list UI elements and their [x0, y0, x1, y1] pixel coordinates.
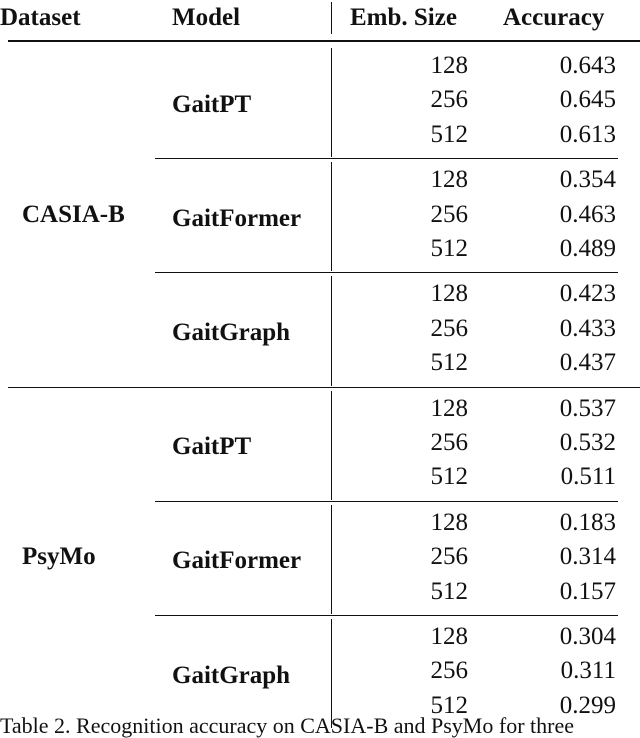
group-rule [155, 272, 618, 273]
group-rule [155, 501, 618, 502]
group-vertical-rule [331, 48, 332, 157]
emb-size-cell: 128 [430, 280, 468, 308]
table-caption: Table 2. Recognition accuracy on CASIA-B and PsyMo for three [0, 713, 574, 738]
accuracy-cell: 0.643 [559, 52, 616, 79]
emb-size-cell: 512 [430, 691, 468, 719]
accuracy-cell: 0.463 [559, 200, 616, 228]
group-rule [155, 158, 618, 159]
accuracy-cell: 0.314 [559, 543, 616, 571]
emb-size-cell: 256 [430, 429, 468, 456]
header-accuracy: Accuracy [503, 4, 605, 31]
emb-size-cell: 128 [430, 508, 468, 536]
model-name: GaitGraph [172, 661, 291, 689]
emb-size-cell: 256 [430, 86, 468, 114]
model-name: GaitPT [172, 90, 252, 118]
accuracy-cell: 0.423 [559, 280, 616, 308]
accuracy-cell: 0.511 [560, 463, 616, 491]
emb-size-cell: 128 [430, 52, 468, 79]
emb-size-cell: 128 [430, 623, 468, 650]
accuracy-cell: 0.311 [560, 657, 616, 685]
group-vertical-rule [331, 505, 332, 614]
header-vertical-rule [331, 2, 332, 34]
emb-size-cell: 512 [430, 349, 468, 377]
accuracy-cell: 0.437 [559, 349, 616, 377]
emb-size-cell: 512 [430, 235, 468, 262]
model-name: GaitFormer [172, 204, 302, 232]
group-vertical-rule [331, 619, 332, 728]
accuracy-cell: 0.157 [559, 577, 616, 605]
emb-size-cell: 256 [430, 543, 468, 571]
accuracy-cell: 0.433 [559, 314, 616, 342]
accuracy-cell: 0.304 [559, 623, 616, 650]
accuracy-cell: 0.489 [559, 235, 616, 262]
dataset-name: CASIA-B [22, 200, 125, 228]
accuracy-cell: 0.613 [559, 120, 616, 148]
emb-size-cell: 128 [430, 394, 468, 422]
accuracy-cell: 0.354 [559, 166, 616, 194]
model-name: GaitFormer [172, 547, 302, 575]
header-dataset: Dataset [0, 4, 81, 31]
group-vertical-rule [331, 276, 332, 385]
model-name: GaitGraph [172, 319, 291, 346]
emb-size-cell: 512 [430, 577, 468, 605]
accuracy-cell: 0.532 [559, 429, 616, 456]
group-vertical-rule [331, 391, 332, 500]
accuracy-cell: 0.299 [559, 691, 616, 719]
emb-size-cell: 512 [430, 120, 468, 148]
header-emb-size: Emb. Size [350, 4, 457, 31]
header-rule [8, 40, 640, 42]
group-vertical-rule [331, 162, 332, 271]
emb-size-cell: 256 [430, 657, 468, 685]
header-model: Model [172, 4, 241, 31]
accuracy-cell: 0.537 [559, 394, 616, 422]
group-rule [155, 615, 618, 616]
accuracy-cell: 0.183 [559, 508, 616, 536]
emb-size-cell: 256 [430, 200, 468, 228]
model-name: GaitPT [172, 433, 252, 461]
accuracy-cell: 0.645 [559, 86, 616, 114]
emb-size-cell: 256 [430, 314, 468, 342]
emb-size-cell: 512 [430, 463, 468, 491]
dataset-rule [8, 387, 640, 388]
emb-size-cell: 128 [430, 166, 468, 194]
dataset-name: PsyMo [22, 543, 96, 571]
